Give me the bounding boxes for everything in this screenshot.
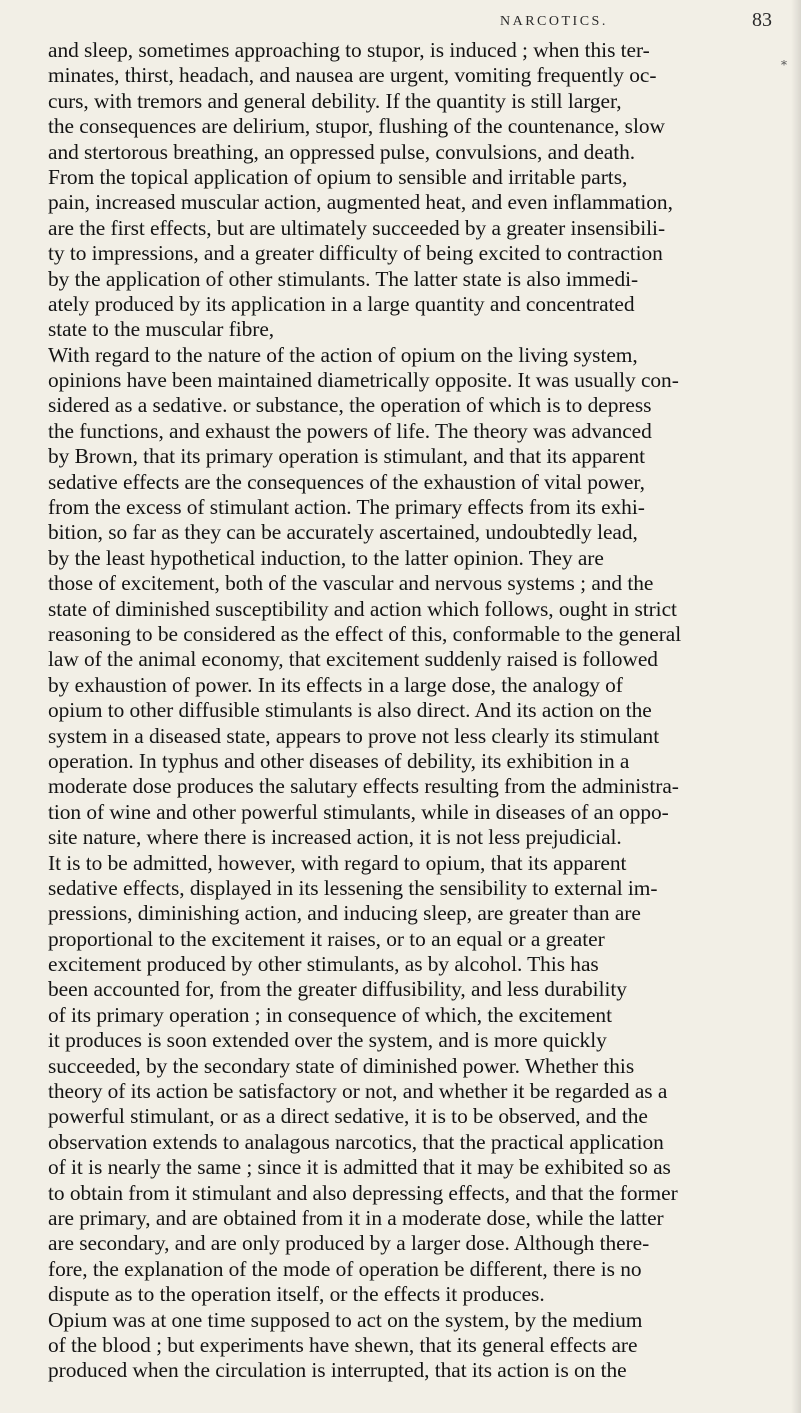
page-number: 83	[752, 9, 772, 31]
text-line: produced when the circulation is interrupted, that its action is on the	[48, 1358, 627, 1383]
text-line: observation extends to analagous narcotics, that the practical application	[48, 1129, 664, 1154]
text-line: are the first effects, but are ultimately succeeded by a greater insensibili-	[48, 215, 666, 240]
running-head: NARCOTICS.	[500, 14, 608, 29]
text-line: of it is nearly the same ; since it is admitted that it may be exhibited so as	[48, 1155, 671, 1180]
text-line: bition, so far as they can be accurately ascertained, undoubtedly lead,	[48, 520, 638, 545]
text-line: excitement produced by other stimulants, as by alcohol. This has	[48, 952, 599, 977]
text-line: system in a diseased state, appears to prove not less clearly its stimulant	[48, 723, 660, 748]
text-line: it produces is soon extended over the system, and is more quickly	[48, 1028, 607, 1053]
text-line: sedative effects, displayed in its lessening the sensibility to external im-	[48, 875, 658, 900]
text-line: Opium was at one time supposed to act on the system, by the medium	[48, 1307, 643, 1332]
text-line: by Brown, that its primary operation is stimulant, and that its apparent	[48, 444, 646, 469]
text-line: fore, the explanation of the mode of operation be different, there is no	[48, 1256, 642, 1281]
text-line: minates, thirst, headach, and nausea are urgent, vomiting frequently oc-	[48, 63, 657, 88]
text-line: pressions, diminishing action, and inducing sleep, are greater than are	[48, 901, 641, 926]
text-line: moderate dose produces the salutary effects resulting from the administra-	[48, 774, 679, 799]
page-edge-shadow	[791, 0, 801, 1413]
text-line: dispute as to the operation itself, or the effects it produces.	[48, 1282, 545, 1307]
text-line: powerful stimulant, or as a direct sedative, it is to be observed, and the	[48, 1104, 648, 1129]
text-line: those of excitement, both of the vascular and nervous systems ; and the	[48, 571, 654, 596]
text-line: of its primary operation ; in consequence of which, the excitement	[48, 1002, 612, 1027]
text-line: are secondary, and are only produced by a larger dose. Although there-	[48, 1231, 650, 1256]
text-line: by exhaustion of power. In its effects in a large dose, the analogy of	[48, 672, 623, 697]
text-line: the functions, and exhaust the powers of life. The theory was advanced	[48, 418, 652, 443]
body-text	[48, 38, 763, 1384]
text-line: and sleep, sometimes approaching to stupor, is induced ; when this ter-	[48, 38, 650, 62]
text-line: opium to other diffusible stimulants is also direct. And its action on the	[48, 698, 652, 723]
text-line: of the blood ; but experiments have shewn, that its general effects are	[48, 1332, 638, 1357]
text-line: state of diminished susceptibility and action which follows, ought in strict	[48, 596, 677, 621]
text-line: by the application of other stimulants. The latter state is also immedi-	[48, 266, 639, 291]
text-line: been accounted for, from the greater diffusibility, and less durability	[48, 977, 627, 1002]
text-line: law of the animal economy, that excitement suddenly raised is followed	[48, 647, 658, 672]
text-line: proportional to the excitement it raises, or to an equal or a greater	[48, 926, 605, 951]
text-line: ately produced by its application in a large quantity and concentrated	[48, 291, 635, 316]
text-line: by the least hypothetical induction, to the latter opinion. They are	[48, 545, 604, 570]
text-line: sedative effects are the consequences of the exhaustion of vital power,	[48, 469, 645, 494]
page-header	[0, 6, 801, 36]
text-line: are primary, and are obtained from it in a moderate dose, while the latter	[48, 1205, 664, 1230]
text-line: It is to be admitted, however, with regard to opium, that its apparent	[48, 850, 627, 875]
text-line: succeeded, by the secondary state of diminished power. Whether this	[48, 1053, 635, 1078]
text-line: With regard to the nature of the action of opium on the living system,	[48, 342, 638, 367]
text-line: curs, with tremors and general debility. If the quantity is still larger,	[48, 88, 622, 113]
text-line: from the excess of stimulant action. The primary effects from its exhi-	[48, 495, 645, 520]
text-line: state to the muscular fibre,	[48, 317, 275, 342]
text-line: ty to impressions, and a greater difficulty of being excited to contraction	[48, 241, 663, 266]
text-line: From the topical application of opium to sensible and irritable parts,	[48, 164, 628, 189]
text-line: operation. In typhus and other diseases of debility, its exhibition in a	[48, 748, 630, 773]
text-line: site nature, where there is increased action, it is not less prejudicial.	[48, 825, 622, 850]
text-line: sidered as a sedative. or substance, the operation of which is to depress	[48, 393, 652, 418]
text-line: theory of its action be satisfactory or not, and whether it be regarded as a	[48, 1079, 668, 1104]
text-line: reasoning to be considered as the effect of this, conformable to the general	[48, 621, 682, 646]
text-line: the consequences are delirium, stupor, flushing of the countenance, slow	[48, 114, 665, 139]
margin-mark: *	[781, 58, 787, 72]
text-line: and stertorous breathing, an oppressed pulse, convulsions, and death.	[48, 139, 636, 164]
text-line: opinions have been maintained diametrically opposite. It was usually con-	[48, 368, 679, 393]
text-line: to obtain from it stimulant and also depressing effects, and that the former	[48, 1180, 678, 1205]
text-line: tion of wine and other powerful stimulants, while in diseases of an oppo-	[48, 799, 669, 824]
text-line: pain, increased muscular action, augmented heat, and even inflammation,	[48, 190, 673, 215]
